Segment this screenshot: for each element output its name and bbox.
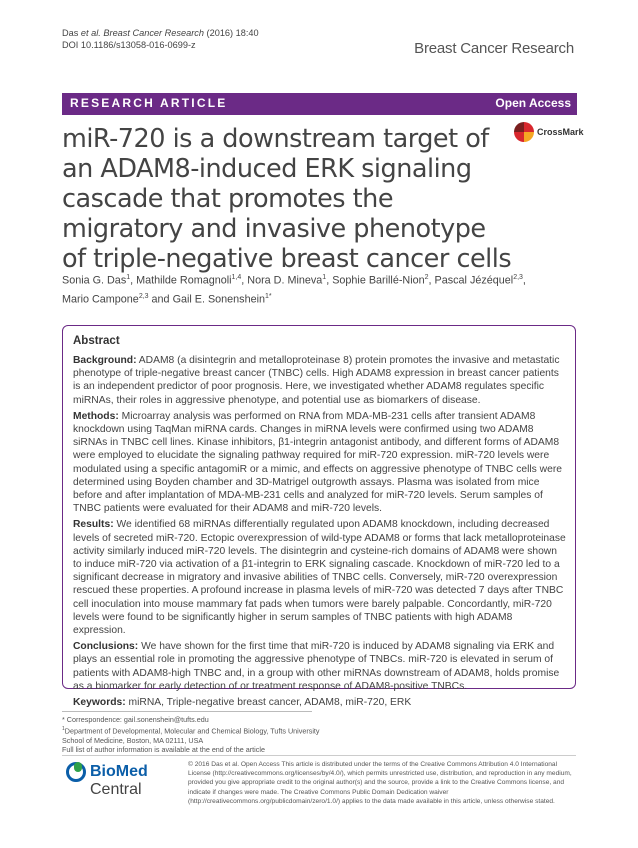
- author-name[interactable]: Mathilde Romagnoli: [136, 274, 232, 287]
- journal-name: Breast Cancer Research: [414, 40, 574, 57]
- crossmark-icon: [514, 122, 534, 142]
- crossmark-badge[interactable]: [514, 122, 584, 146]
- publisher-name-rest: Central: [90, 781, 142, 798]
- author-affiliation: 2,3: [513, 274, 523, 281]
- biomed-central-icon: [66, 762, 86, 782]
- abstract-section: [73, 640, 567, 693]
- citation-year: (2016) 18:40: [203, 28, 259, 38]
- author-name[interactable]: Gail E. Sonenshein: [172, 293, 265, 306]
- citation-authors: Das: [62, 28, 81, 38]
- article-title: miR-720 is a downstream target of an ADAM8-induced ERK signaling cascade that promotes the migratory and invasive phenotype of triple-negative breast cancer cells: [62, 124, 512, 274]
- abstract-section: [73, 354, 567, 407]
- author-name[interactable]: Nora D. Mineva: [247, 274, 323, 287]
- author-affiliation: 1*: [265, 292, 272, 300]
- author-name[interactable]: Mario Campone: [62, 293, 139, 306]
- author-info-note: Full list of author information is available at the end of the article: [62, 745, 265, 755]
- author-name[interactable]: Sonia G. Das: [62, 274, 127, 287]
- author-name[interactable]: Pascal Jézéquel: [434, 274, 514, 287]
- affiliation-text: Department of Developmental, Molecular and Chemical Biology, Tufts University School of Medicine, Boston, MA 02111, USA: [62, 725, 320, 745]
- abstract-section: [73, 410, 567, 516]
- doi[interactable]: DOI 10.1186/s13058-016-0699-z: [62, 40, 196, 50]
- abstract-section: [73, 518, 567, 637]
- author-affiliation: 2: [424, 274, 429, 281]
- abstract-section-text: We have shown for the first time that miR-720 is induced by ADAM8 signaling via ERK and plays an essential role in promoting the aggressive phenotype of TNBCs. miR-720 is elevated in serum of patients with ADAM8-high TNBC and, in a group with other miRNAs downstream of ADAM8, holds promise as a biomarker for early detection of or treatment response of ADAM8-positive TNBCs.: [73, 641, 560, 692]
- license-text: © 2016 Das et al. Open Access This article is distributed under the terms of the Creative Commons Attribution 4.0 International License (http://creativecommons.org/licenses/by/4.0/), which permits unrestricted use, distribution, and reproduction in any medium, provided you give appropriate credit to the original author(s) and the source, provide a link to the Creative Commons license, and indicate if changes were made. The Creative Commons Public Domain Dedication waiver (http://creativecommons.org/publicdomain/zero/1.0/) applies to the data made available in this article, unless otherwise stated.: [188, 761, 572, 805]
- article-type-banner: [62, 93, 577, 115]
- abstract-section-text: miRNA, Triple-negative breast cancer, ADAM8, miR-720, ERK: [125, 697, 412, 709]
- author-affiliation: 1,4: [231, 274, 242, 281]
- abstract-section-label: Results:: [73, 519, 114, 531]
- citation-journal: et al. Breast Cancer Research: [80, 28, 204, 38]
- citation-header: [62, 27, 259, 51]
- author-affiliation: 1: [322, 274, 327, 281]
- affiliation: [62, 725, 332, 746]
- biomed-central-logo: [66, 762, 186, 798]
- abstract-section-text: We identified 68 miRNAs differentially regulated upon ADAM8 knockdown, including decreased levels of secreted miR-720. Ectopic overexpression of wild-type ADAM8 or forms that lack metalloproteinase activity similarly induced miR-720 levels. The disintegrin and cysteine-rich domains of ADAM8 were shown to induce miR-720 via activation of a β1-integrin to ERK signaling cascade. Knockdown of miR-720 led to a significant decrease in migratory and invasive abilities of TNBC cells. Conversely, miR-720 overexpression rescued these properties. A profound increase in plasma levels of miR-720 was detected 7 days after TNBC cell inoculation into mouse mammary fat pads when tumors were barely palpable. Concordantly, miR-720 levels were found to be significantly higher in serum samples of TNBC patients with high ADAM8 expression.: [73, 519, 566, 637]
- article-type: RESEARCH ARTICLE: [70, 96, 228, 110]
- footnote-divider: [62, 711, 312, 712]
- abstract-section-text: Microarray analysis was performed on RNA from MDA-MB-231 cells after transient ADAM8 knockdown using TaqMan miRNA cards. Changes in miRNA levels were confirmed using two ADAM8 siRNAs in TNBC cell lines. Kinase inhibitors, β1-integrin antagonist antibody, and different forms of ADAM8 were employed to elucidate the signaling pathway required for miR-720 expression. miR-720 levels were modulated using a specific antagomiR or a mimic, and effects on aggressive phenotype of TNBC cells were determined using Boyden chamber and 3D-Matrigel outgrowth assays. Plasma was isolated from mice before and after implantation of MDA-MB-231 cells and analyzed for miR-720 levels. Serum samples of TNBC patients were evaluated for their ADAM8 and miR-720 levels.: [73, 410, 562, 515]
- abstract-section-label: Background:: [73, 355, 137, 366]
- publisher-name: [90, 763, 186, 799]
- correspondence: * Correspondence: gail.sonenshein@tufts.edu: [62, 715, 209, 724]
- abstract-heading: Abstract: [73, 335, 120, 347]
- crossmark-label: CrossMark: [537, 127, 584, 137]
- author-affiliation: 2,3: [138, 292, 149, 300]
- abstract-section-text: ADAM8 (a disintegrin and metalloproteinase 8) protein promotes the invasive and metastatic phenotype of triple-negative breast cancer (TNBC) cells. High ADAM8 expression in breast cancer patients is an independent predictor of poor prognosis. Here, we investigated whether ADAM8 regulates specific miRNAs, their roles in aggressive phenotype, and potential use as biomarkers of disease.: [73, 355, 560, 406]
- abstract-box: [62, 325, 576, 709]
- abstract-section-label: Methods:: [73, 410, 119, 422]
- footnotes: [62, 715, 332, 755]
- license-footer: [62, 755, 576, 812]
- author-affiliation: 1: [126, 274, 131, 281]
- abstract-section: [73, 696, 567, 709]
- author-list: Sonia G. Das$^1$, Mathilde Romagnoli$^{1,4}$, Nora D. Mineva$^1$, Sophie Barillé-Nion$^2$, Pascal Jézéquel$^{2,3}$, Mario Campone$^{2,3}$ and Gail E. Sonenshein$^{1*}$: [62, 274, 526, 306]
- publisher-name-bold: BioMed: [90, 763, 148, 780]
- affiliation-number: 1: [62, 725, 65, 732]
- author-name[interactable]: Sophie Barillé-Nion: [332, 274, 425, 287]
- open-access-label: Open Access: [495, 96, 571, 110]
- abstract-section-label: Keywords:: [73, 697, 126, 709]
- abstract-section-label: Conclusions:: [73, 641, 139, 653]
